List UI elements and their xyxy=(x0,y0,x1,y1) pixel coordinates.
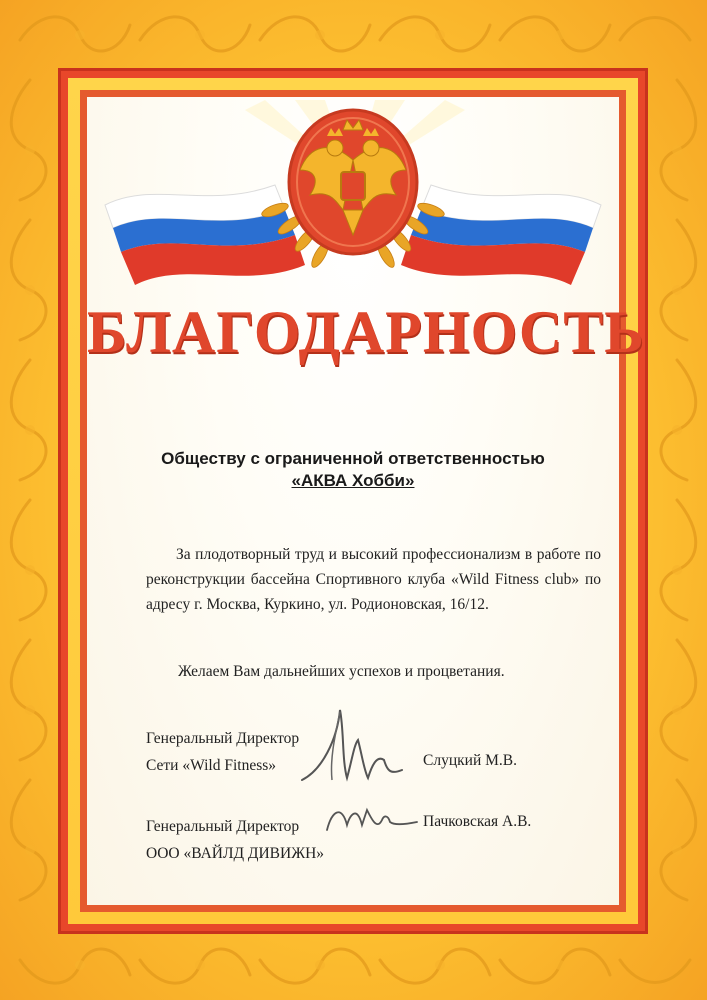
double-headed-eagle-icon xyxy=(289,110,417,254)
signature-1-icon xyxy=(292,700,412,790)
recipient-name xyxy=(87,471,619,491)
wishes-text: Желаем Вам дальнейших успехов и процветания. xyxy=(178,663,505,680)
body-text: За плодотворный труд и высокий профессионализм в работе по реконструкции бассейна Спортивного клуба «Wild Fitness club» по адресу г. Москва, Куркино, ул. Родионовская, 16/12. xyxy=(146,546,601,613)
signatory-1-name: Слуцкий М.В. xyxy=(423,752,517,769)
recipient-name-text: «АКВА Хобби» xyxy=(291,471,415,490)
signatory-2-name: Пачковская А.В. xyxy=(423,813,532,830)
signatory-2-position-line2: ООО «ВАЙЛД ДИВИЖН» xyxy=(146,845,325,862)
certificate-title: БЛАГОДАРНОСТЬ xyxy=(87,299,645,365)
emblem-with-flags xyxy=(95,100,611,300)
signatory-1-position-line1: Генеральный Директор xyxy=(146,730,300,747)
signatory-2-position-line1: Генеральный Директор xyxy=(146,818,300,835)
signatory-1-position-line2: Сети «Wild Fitness» xyxy=(146,757,277,774)
recipient-line: Обществу с ограниченной ответственностью xyxy=(161,449,545,468)
right-flag-icon xyxy=(401,185,601,285)
left-flag-icon xyxy=(105,185,305,285)
signature-2-icon xyxy=(322,800,422,840)
